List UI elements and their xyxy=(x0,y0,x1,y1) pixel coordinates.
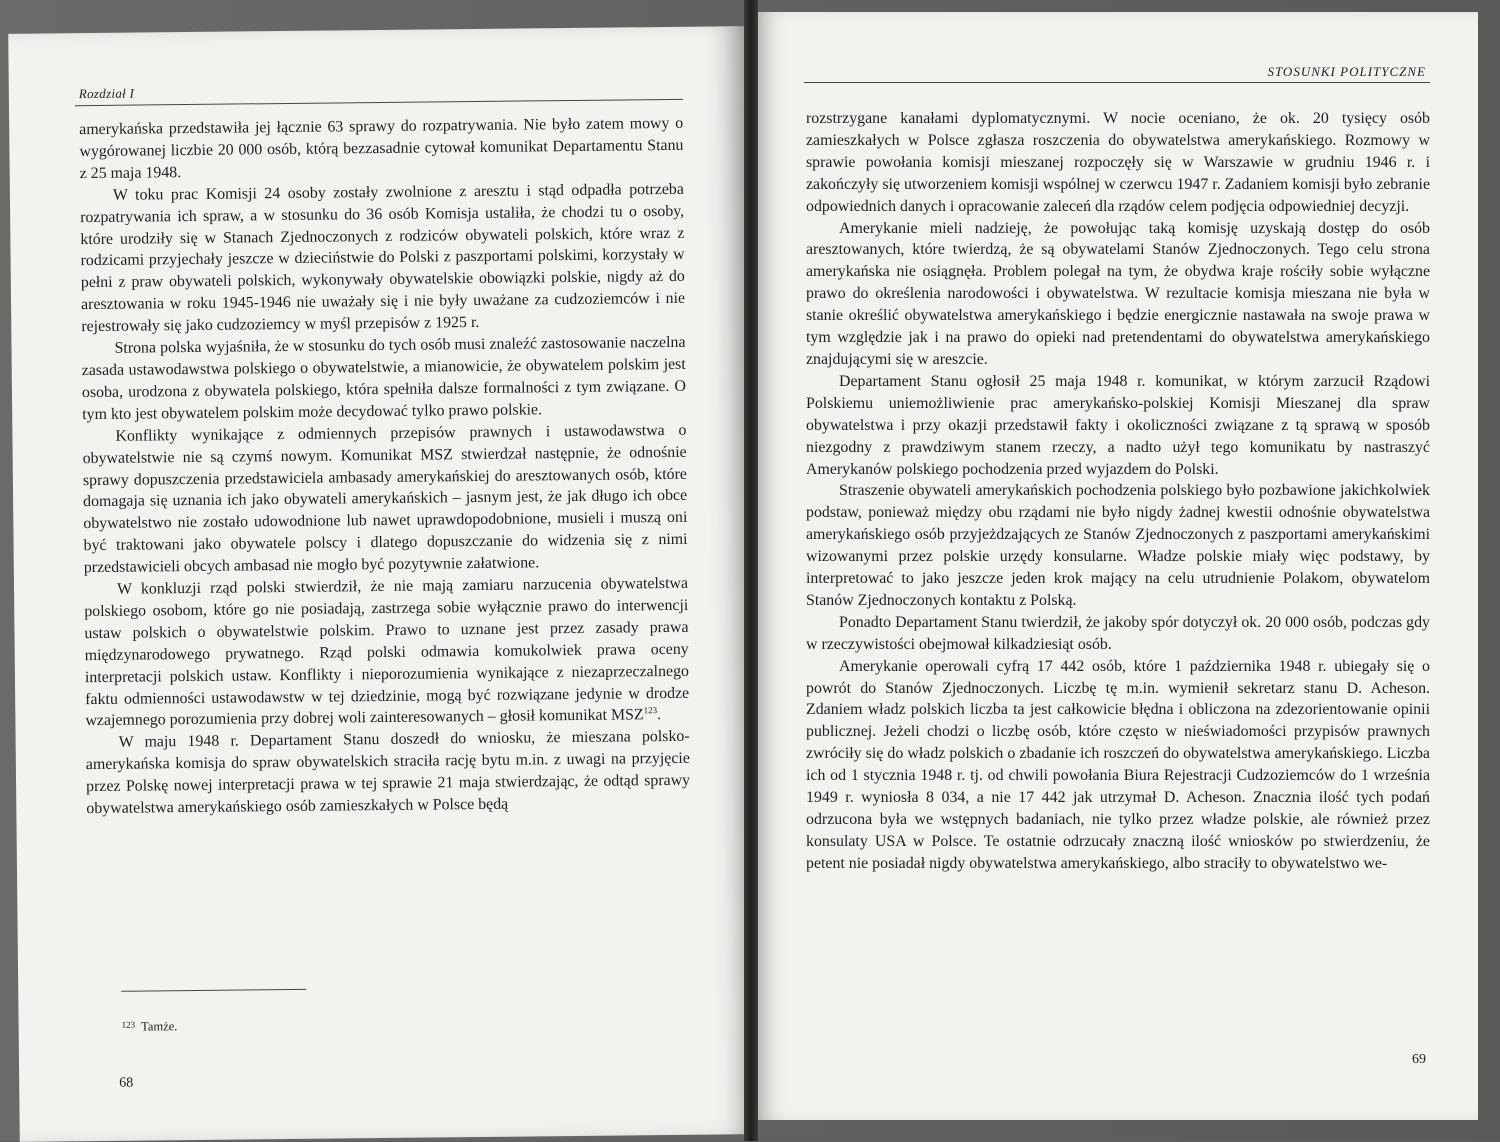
running-head-right: STOSUNKI POLITYCZNE xyxy=(1267,64,1426,79)
footnote-text: Tamże. xyxy=(141,1019,178,1034)
page-number-left: 68 xyxy=(119,1075,134,1091)
footnote-reference: 123 xyxy=(643,705,658,716)
paragraph: Departament Stanu ogłosił 25 maja 1948 r. komunikat, w którym zarzucił Rządowi Polskiemu uniemożliwienie prac amerykańsko-polskiej Komisji Mieszanej dla spraw obywatelstwa i przy okazji przedstawił fakty i okoliczności związane z tą sprawą w sposób niezgodny z prawdziwym stanem rzeczy, a nadto użył tego komunikatu by nastraszyć Amerykanów polskiego pochodzenia przed wyjazdem do Polski. xyxy=(806,372,1430,478)
footnote-rule xyxy=(121,989,306,992)
paragraph: Strona polska wyjaśniła, że w stosunku do tych osób musi znaleźć zastosowanie naczelna zasada ustawodawstwa polskiego o obywatelstwie, a mianowicie, że obywatelem polskim jest osoba, urodzona z obywatela polskiego, która spełniła dalsze formalności z tym związane. O tym kto jest obywatelem polskim może decydować tylko prawo polskie. xyxy=(81,333,687,423)
paragraph: Straszenie obywateli amerykańskich pochodzenia polskiego było pozbawione jakichkolwiek podstaw, ponieważ między obu rządami nie było nigdy żadnej kwestii odnośnie obywatelstwa amerykańskiego osób przyjeżdzających ze Stanów Zjednoczonych z paszportami amerykańskimi wizowanymi przez polskie urzędy konsularne. Władze polskie miały więc podstawy, by interpretować to jako jeszcze jeden krok mający na celu utrudnienie Polakom, obywatelom Stanów Zjednoczonych kontaktu z Polską. xyxy=(806,482,1430,609)
right-page xyxy=(754,12,1478,1120)
left-page xyxy=(8,26,756,1142)
footnote-number: 123 xyxy=(121,1019,136,1030)
right-body-text xyxy=(806,108,1430,875)
paragraph: Amerykanie mieli nadzieję, że powołując taką komisję uzyskają dostęp do osób aresztowanych, które twierdzą, że są obywatelami Stanów Zjednoczonych. Tego celu strona amerykańska nie osiągnęła. Problem polegał na tym, że obydwa kraje rościły sobie wyłączne prawo do określenia narodowości i obywatelstwa. W rezultacie komisja mieszana nie była w stanie określić obywatelstwa amerykańskiego i będzie energicznie nastawała na swoje prawa w tym względzie jak i na prawo do opieki nad pretendentami do obywatelstwa amerykańskiego znajdującymi się w areszcie. xyxy=(806,219,1430,368)
paragraph: rozstrzygane kanałami dyplomatycznymi. W nocie oceniano, że ok. 20 tysięcy osób zamieszkałych w Polsce zgłasza roszczenia do obywatelstwa amerykańskiego. Rozmowy w sprawie powołania komisji mieszanej rozpoczęły się w Warszawie w grudniu 1946 r. i zakończyły się utworzeniem komisji wspólnej w czerwcu 1947 r. Zadaniem komisji było zebranie odpowiednich danych i opracowanie zaleceń dla rządów celem podjęcia odpowiedniej decyzji. xyxy=(806,110,1430,215)
book-spine xyxy=(744,0,758,1141)
running-head-left: Rozdział I xyxy=(78,85,135,102)
footnote xyxy=(122,1019,178,1035)
paragraph: W maju 1948 r. Departament Stanu doszedł do wniosku, że mieszana polsko-amerykańska komisja do spraw obywatelskich straciła rację bytu m.in. z uwagi na przyjęcie przez Polskę nowej interpretacji prawa w tej sprawie 21 maja stwierdzając, że odtąd sprawy obywatelstwa amerykańskiego osób zamieszkałych w Polsce będą xyxy=(85,728,691,818)
paragraph: W toku prac Komisji 24 osoby zostały zwolnione z aresztu i stąd odpadła potrzeba rozpatrywania ich spraw, a w stosunku do 36 osób Komisja ustaliła, że chodzi tu o osoby, które urodziły się w Stanach Zjednoczonych z rodziców obywateli polskich, które wraz z rodzicami przyjechały jeszcze w dzieciństwie do Polski z paszportami polskimi, korzystały w pełni z praw obywateli polskich, wykonywały obywatelskie obowiązki polskie, nigdy aż do aresztowania w roku 1945-1946 nie uważały się i nie były uważane za cudzoziemców i nie rejestrowały się jako cudzoziemcy w myśl przepisów z 1925 r. xyxy=(80,180,686,336)
paragraph: amerykańska przedstawiła jej łącznie 63 sprawy do rozpatrywania. Nie było zatem mowy o wygórowanej liczbie 20 000 osób, którą bezzasadnie cytował komunikat Departamentu Stanu z 25 maja 1948. xyxy=(79,114,684,182)
paragraph-text: W konkluzji rząd polski stwierdził, że nie mają zamiaru narzucenia obywatelstwa polskiego osobom, które go nie posiadają, zastrzega sobie wyłącznie prawo do interwencji ustaw polskich o obywatelstwie polskim. Prawo to uznane jest przez zasady prawa międzynarodowego prywatnego. Rząd polski odmawia komukolwiek prawa oceny interpretacji polskich ustaw. Konflikty i nieporozumienia wynikające z niezaprzeczalnego faktu odmienności ustawodawstw w tej dziedzinie, mogą być rozwiązane jedynie w drodze wzajemnego porozumienia przy dobrej woli zainteresowanych – głosił komunikat MSZ xyxy=(84,574,690,730)
paragraph: Ponadto Departament Stanu twierdził, że jakoby spór dotyczył ok. 20 000 osób, podczas gdy w rzeczywistości obejmował kilkadziesiąt osób. xyxy=(806,613,1430,653)
header-rule-left xyxy=(75,99,683,106)
paragraph-with-footnote: W konkluzji rząd polski stwierdził, że nie mają zamiaru narzucenia obywatelstwa polskiego osobom, które go nie posiadają, zastrzega sobie wyłącznie prawo do interwencji ustaw polskich o obywatelstwie polskim. Prawo to uznane jest przez zasady prawa międzynarodowego prywatnego. Rząd polski odmawia komukolwiek prawa oceny interpretacji polskich ustaw. Konflikty i nieporozumienia wynikające z niezaprzeczalnego faktu odmienności ustawodawstw w tej dziedzinie, mogą być rozwiązane jedynie w drodze wzajemnego porozumienia przy dobrej woli zainteresowanych – głosił komunikat MSZ$^{123}$. xyxy=(84,574,690,730)
paragraph: Amerykanie operowali cyfrą 17 442 osób, które 1 października 1948 r. ubiegały się o powrót do Stanów Zjednoczonych. Liczbę tę m.in. wymienił sekretarz stanu D. Acheson. Zdaniem władz polskich liczba ta jest całkowicie błędna i obliczona na zdezorientowanie opinii publicznej. Jeżeli chodzi o liczbę osób, które często w nieświadomości przypisów prawnych zwróciły się do władz polskich o zbadanie ich roszczeń do obywatelstwa amerykańskiego. Liczba ich od 1 stycznia 1948 r. tj. od chwili powołania Biura Rejestracji Cudzoziemców do 1 września 1949 r. wyniosła 8 034, a nie 17 442 jak utrzymał D. Acheson. Znacznia ilość tych podań odrzucona była we wstępnych badaniach, nie tylko przez władze polskie, ale również przez konsulaty USA w Polsce. Te ostatnie odrzucały znaczną ilość wniosków po stwierdzeniu, że petent nie posiadał nigdy obywatelstwa amerykańskiego, albo straciły to obywatelstwo we- xyxy=(806,657,1430,872)
page-number-right: 69 xyxy=(1412,1052,1426,1067)
paragraph: Konflikty wynikające z odmiennych przepisów prawnych i ustawodawstwa o obywatelstwie nie są czymś nowym. Komunikat MSZ stwierdzał następnie, że odnośnie sprawy dopuszczenia przedstawiciela ambasady amerykańskiej do aresztowanych osób, które domagaja się uznania ich jako obywateli amerykańskich – jasnym jest, że jak długo ich obce obywatelstwo nie zostało udowodnione lub nawet uprawdopodobnione, musieli i muszą oni być traktowani jako obywatele polscy i dlatego dopuszczanie do widzenia się z nimi przedstawicieli obcych ambasad nie mogło być pozytywnie załatwione. xyxy=(82,421,688,577)
header-rule-right xyxy=(804,82,1430,83)
left-body-text xyxy=(79,113,690,820)
